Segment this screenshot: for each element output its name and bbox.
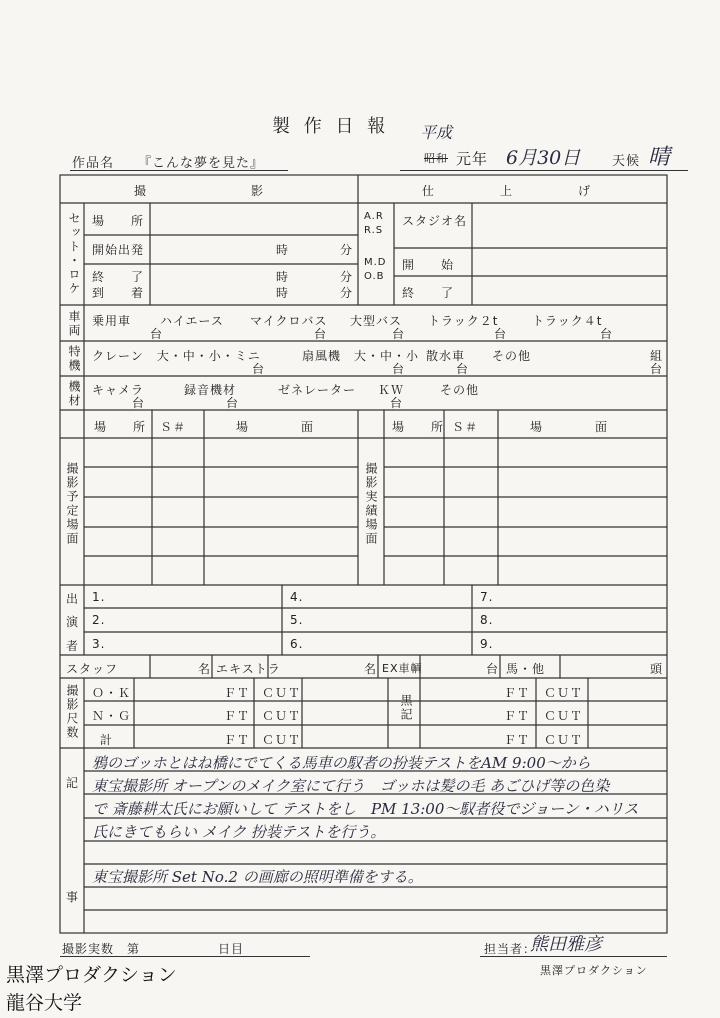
film-total: 計 <box>100 733 114 747</box>
machine-water-truck: 散水車 <box>426 349 466 363</box>
planned-scenes-label: 撮影予定場面 <box>65 462 79 546</box>
film-cut-6: ＣＵＴ <box>544 733 584 747</box>
machines-label: 特機 <box>67 345 81 373</box>
staff-mei: 名 <box>198 662 212 676</box>
place-label: 場 所 <box>92 214 145 228</box>
film-cut-3: ＣＵＴ <box>262 733 302 747</box>
end2-label: 終 了 <box>402 286 455 300</box>
vehicle-hiace: ハイエース <box>160 314 224 328</box>
film-ng: Ｎ・Ｇ <box>92 709 132 723</box>
machine-crane: クレーン 大・中・小・ミニ <box>92 349 261 363</box>
work-label: 作品名 <box>72 156 115 171</box>
scene-place-left: 場 所 <box>94 420 147 434</box>
scene-sno-left: Ｓ＃ <box>160 420 187 434</box>
vehicles-label: 車両 <box>67 310 81 338</box>
cast-slot-3: 3. <box>92 637 106 651</box>
equipment-label: 機材 <box>67 380 81 408</box>
cast-slot-5: 5. <box>290 613 304 627</box>
film-cut-1: ＣＵＴ <box>262 686 302 700</box>
equip-unit-1: 台 <box>132 396 146 410</box>
md-ob-label: M.D O.B <box>364 257 387 282</box>
cast-slot-4: 4. <box>290 590 304 604</box>
film-ft-4: ＦＴ <box>504 686 531 700</box>
ar-rs-label: A.R R.S <box>364 211 384 236</box>
cast-slot-7: 7. <box>480 590 494 604</box>
hour-label-2: 時 <box>276 270 290 284</box>
finishing-header: 仕 上 げ <box>422 184 592 198</box>
film-ft-1: ＦＴ <box>224 686 251 700</box>
minute-label-2: 分 <box>340 270 354 284</box>
machine-group: 組 <box>650 349 664 363</box>
scene-place-right: 場 所 <box>392 420 445 434</box>
staff-label: スタッフ <box>66 662 119 676</box>
equip-sound: 録音機材 <box>184 383 237 397</box>
film-cut-5: ＣＵＴ <box>544 709 584 723</box>
start-dep-label: 開始出発 <box>92 243 145 257</box>
minute-label-3: 分 <box>340 286 354 300</box>
cast-slot-9: 9. <box>480 637 494 651</box>
equip-camera: キャメラ <box>92 383 145 397</box>
film-cut-2: ＣＵＴ <box>262 709 302 723</box>
equip-generator: ゼネレーター <box>278 383 357 397</box>
machine-unit-4: 台 <box>650 362 664 376</box>
equip-kw: ＫＷ <box>378 383 405 397</box>
extra-label: エキストラ <box>216 662 281 676</box>
staff-in-charge-label: 担当者： <box>484 942 537 956</box>
note-line-4: 氏にきてもらい メイク 扮装テストを行う。 <box>92 823 386 841</box>
notes-label-bottom: 事 <box>66 890 80 904</box>
minute-label-1: 分 <box>340 243 354 257</box>
watermark-university: 龍谷大学 <box>6 992 83 1014</box>
vehicle-unit-3: 台 <box>392 327 406 341</box>
weather-label: 天候 <box>612 154 641 169</box>
equip-unit-3: 台 <box>390 396 404 410</box>
hour-label-3: 時 <box>276 286 290 300</box>
vehicle-unit-1: 台 <box>150 327 164 341</box>
note-line-1: 鴉のゴッホとはね橋にでてくる馬車の馭者の扮装テストをAM 9:00～から <box>92 754 591 772</box>
hour-label-1: 時 <box>276 243 290 257</box>
scene-sno-right: Ｓ＃ <box>452 420 479 434</box>
machine-fan: 扇風機 大・中・小 <box>302 349 420 363</box>
set-loca-label: セット・ロケ <box>67 212 81 296</box>
vehicle-unit-5: 台 <box>600 327 614 341</box>
shooting-header: 撮 影 <box>134 184 265 198</box>
date-year: 元年 <box>456 150 489 168</box>
date-month-day: 6月30日 <box>506 147 581 169</box>
actual-scenes-label: 撮影実績場面 <box>364 462 378 546</box>
era-printed: 昭和 <box>424 152 448 165</box>
company-name: 黒澤プロダクション <box>540 964 648 977</box>
equip-other: その他 <box>440 383 480 397</box>
note-line-3: で 斎藤耕太氏にお願いして テストをし PM 13:00～馭者役でジョーン・ハリス <box>92 800 639 818</box>
cast-label-2: 演 <box>66 615 80 629</box>
film-mono-label: 黒記 <box>399 694 413 722</box>
cast-slot-2: 2. <box>92 613 106 627</box>
days-count-label: 撮影実数 第 日目 <box>62 942 245 956</box>
vehicle-truck2t: トラック２t <box>428 314 499 328</box>
machine-unit-3: 台 <box>456 362 470 376</box>
ex-car-label: EX車輌 <box>382 662 423 675</box>
film-ft-5: ＦＴ <box>504 709 531 723</box>
equip-unit-2: 台 <box>226 396 240 410</box>
vehicle-truck4t: トラック４t <box>532 314 603 328</box>
arrive-label: 到 着 <box>92 286 145 300</box>
film-ft-2: ＦＴ <box>224 709 251 723</box>
scene-scene-left: 場 面 <box>236 420 315 434</box>
film-ft-6: ＦＴ <box>504 733 531 747</box>
vehicle-microbus: マイクロバス <box>250 314 328 328</box>
film-label: 撮影尺数 <box>65 684 79 740</box>
work-title: 『こんな夢を見た』 <box>138 156 265 171</box>
horse-unit: 頭 <box>650 662 664 676</box>
era-written: 平成 <box>420 123 453 142</box>
staff-in-charge-name: 熊田雅彦 <box>530 934 602 955</box>
cast-slot-8: 8. <box>480 613 494 627</box>
film-cut-4: ＣＵＴ <box>544 686 584 700</box>
scene-scene-right: 場 面 <box>530 420 609 434</box>
machine-unit-2: 台 <box>392 362 406 376</box>
vehicle-unit-2: 台 <box>314 327 328 341</box>
cast-slot-1: 1. <box>92 590 106 604</box>
vehicle-sedan: 乗用車 <box>92 314 132 328</box>
studio-name-label: スタジオ名 <box>402 214 468 228</box>
note-line-2: 東宝撮影所 オープンのメイク室にて行う ゴッホは髪の毛 あごひげ等の色染 <box>92 777 610 795</box>
machine-other: その他 <box>492 349 532 363</box>
ex-car-unit: 台 <box>486 662 500 676</box>
machine-unit-1: 台 <box>252 362 266 376</box>
end-label: 終 了 <box>92 270 145 284</box>
note-line-6: 東宝撮影所 Set No.2 の画廊の照明準備をする。 <box>92 868 423 886</box>
horse-label: 馬・他 <box>506 662 546 676</box>
vehicle-unit-4: 台 <box>494 327 508 341</box>
cast-label-3: 者 <box>66 639 80 653</box>
vehicle-bus: 大型バス <box>350 314 403 328</box>
extra-mei: 名 <box>364 662 378 676</box>
page-title: 製 作 日 報 <box>272 116 390 137</box>
cast-label-1: 出 <box>66 592 80 606</box>
notes-label-top: 記 <box>66 776 80 790</box>
watermark-company: 黒澤プロダクション <box>6 964 177 986</box>
weather-value: 晴 <box>648 145 671 170</box>
film-ft-3: ＦＴ <box>224 733 251 747</box>
cast-slot-6: 6. <box>290 637 304 651</box>
film-ok: Ｏ・Ｋ <box>92 686 132 700</box>
start-label: 開 始 <box>402 258 455 272</box>
